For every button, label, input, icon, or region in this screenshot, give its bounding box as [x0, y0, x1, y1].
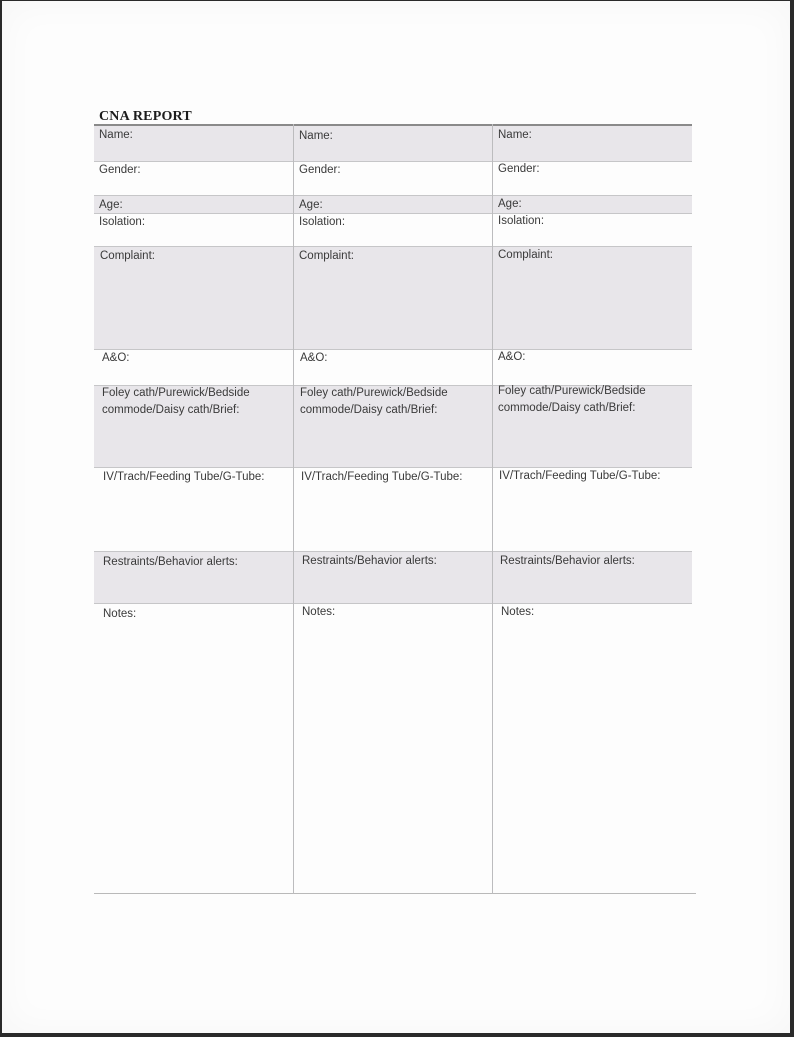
row-divider — [94, 246, 692, 247]
name-label: Name: — [99, 129, 133, 141]
foley-label: Foley cath/Purewick/Bedside commode/Daisy cath/Brief: — [102, 387, 250, 416]
row-divider — [94, 349, 692, 350]
row-band-complaint — [94, 246, 692, 349]
restraints-label: Restraints/Behavior alerts: — [302, 555, 437, 567]
iv-label: IV/Trach/Feeding Tube/G-Tube: — [301, 471, 463, 483]
isolation-label: Isolation: — [498, 215, 545, 227]
row-divider — [94, 551, 692, 552]
age-label: Age: — [99, 199, 123, 211]
report-title: CNA REPORT — [99, 109, 192, 124]
ao-label: A&O: — [102, 352, 130, 364]
iv-label: IV/Trach/Feeding Tube/G-Tube: — [103, 471, 265, 483]
ao-label: A&O: — [498, 351, 526, 363]
complaint-label: Complaint: — [299, 250, 354, 262]
name-label: Name: — [498, 129, 532, 141]
isolation-label: Isolation: — [99, 216, 146, 228]
table-bottom-border — [94, 893, 696, 894]
complaint-label: Complaint: — [498, 249, 553, 261]
report-grid — [94, 124, 692, 894]
foley-label: Foley cath/Purewick/Bedside commode/Daisy cath/Brief: — [498, 385, 646, 414]
row-divider — [94, 195, 692, 196]
column-divider — [492, 124, 493, 894]
row-band-name — [94, 126, 692, 161]
notes-label: Notes: — [103, 608, 137, 620]
iv-label: IV/Trach/Feeding Tube/G-Tube: — [499, 470, 661, 482]
row-divider — [94, 603, 692, 604]
gender-label: Gender: — [299, 164, 341, 176]
name-label: Name: — [299, 130, 333, 142]
row-divider — [94, 213, 692, 214]
foley-label: Foley cath/Purewick/Bedside commode/Daisy cath/Brief: — [300, 387, 448, 416]
row-band-age — [94, 195, 692, 213]
age-label: Age: — [498, 198, 522, 210]
restraints-label: Restraints/Behavior alerts: — [103, 556, 238, 568]
restraints-label: Restraints/Behavior alerts: — [500, 555, 635, 567]
ao-label: A&O: — [300, 352, 328, 364]
notes-label: Notes: — [302, 606, 336, 618]
gender-label: Gender: — [498, 163, 540, 175]
gender-label: Gender: — [99, 164, 141, 176]
complaint-label: Complaint: — [100, 250, 155, 262]
age-label: Age: — [299, 199, 323, 211]
isolation-label: Isolation: — [299, 216, 346, 228]
report-sheet — [2, 1, 790, 1033]
row-divider — [94, 161, 692, 162]
notes-label: Notes: — [501, 606, 535, 618]
column-divider — [293, 124, 294, 894]
